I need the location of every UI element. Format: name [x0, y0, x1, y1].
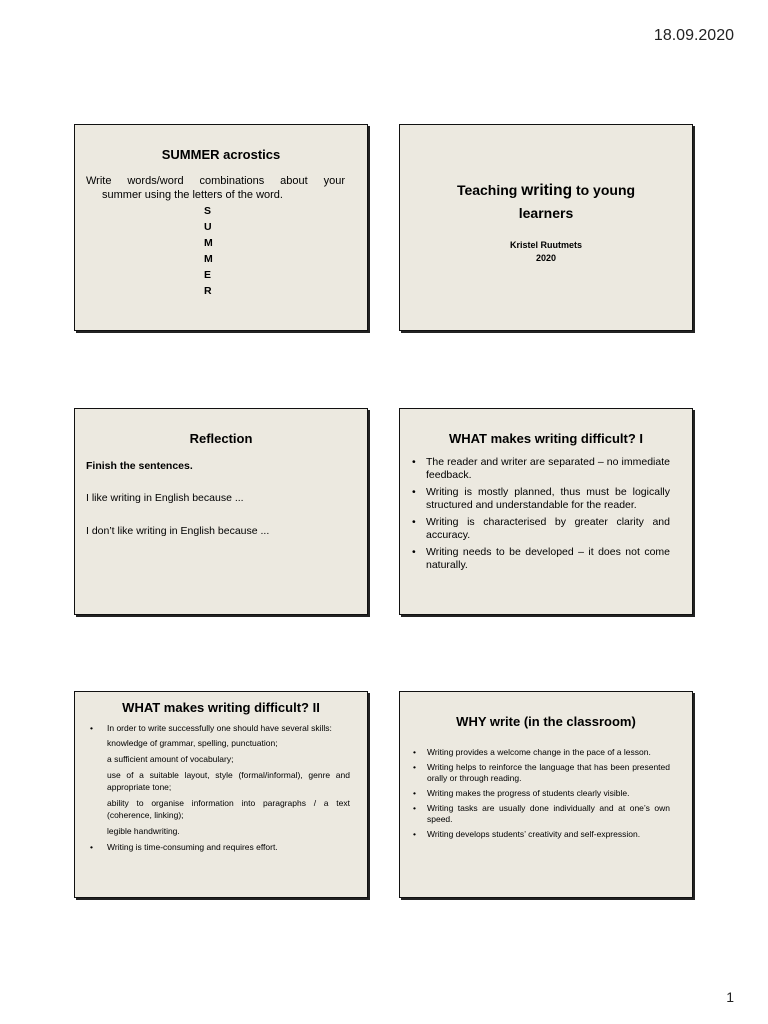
acrostic-letter: M: [204, 237, 213, 249]
slide-what-makes-writing-difficult-2: [74, 691, 368, 898]
bullet-list: [107, 722, 350, 853]
slide-title: SUMMER acrostics: [161, 147, 281, 162]
bullet-text: • In order to write successfully one should have several skills:: [107, 723, 332, 733]
slide-why-write: [399, 691, 693, 898]
acrostic-letter: M: [204, 253, 213, 265]
presentation-title: [400, 179, 692, 224]
slide-sentence: I don’t like writing in English because ...: [86, 525, 270, 537]
bullet-item: • Writing provides a welcome change in the pace of a lesson.: [427, 747, 670, 758]
slide-text-line2: summer using the letters of the word.: [102, 189, 283, 201]
bullet-item: • Writing makes the progress of students clearly visible.: [427, 788, 670, 799]
slide-sentence: I like writing in English because ...: [86, 492, 244, 504]
title-emphasis: writing: [521, 182, 573, 199]
slide-text-line1: Write words/word combinations about your: [86, 175, 345, 187]
title-part: Teaching: [456, 182, 522, 198]
title-part: to young: [572, 182, 636, 198]
slide-title: WHAT makes writing difficult? II: [122, 700, 320, 715]
slide-title-teaching-writing: [399, 124, 693, 331]
bullet-item: • Writing is mostly planned, thus must be logically structured and understandable for the reader.: [426, 486, 670, 512]
author-year: 2020: [535, 253, 557, 263]
slide-reflection: [74, 408, 368, 615]
skill-item: ability to organise information into paragraphs / a text (coherence, linking);: [107, 798, 350, 820]
skill-list: [107, 737, 350, 837]
author-name: Kristel Ruutmets: [509, 240, 582, 250]
bullet-item: [107, 722, 350, 837]
bullet-list: [426, 456, 670, 572]
slide-title: Reflection: [189, 431, 253, 446]
bullet-list: [427, 747, 670, 840]
acrostic-letter: U: [204, 221, 212, 233]
slide-what-makes-writing-difficult-1: [399, 408, 693, 615]
bullet-item: • Writing develops students’ creativity and self-expression.: [427, 829, 670, 840]
skill-item: a sufficient amount of vocabulary;: [107, 754, 234, 764]
bullet-item: • Writing is time-consuming and requires effort.: [107, 841, 350, 853]
bullet-item: • Writing is characterised by greater clarity and accuracy.: [426, 516, 670, 542]
acrostic-letter: E: [204, 269, 212, 281]
page-date: 18.09.2020: [653, 27, 734, 44]
bullet-item: • Writing tasks are usually done individually and at one’s own speed.: [427, 803, 670, 825]
skill-item: use of a suitable layout, style (formal/informal), genre and appropriate tone;: [107, 770, 350, 792]
bullet-item: • Writing helps to reinforce the language that has been presented orally or through reading.: [427, 762, 670, 784]
slide-summer-acrostics: [74, 124, 368, 331]
acrostic-letters: [75, 205, 367, 301]
bullet-item: • Writing needs to be developed – it does not come naturally.: [426, 546, 670, 572]
author-block: [400, 239, 692, 265]
acrostic-letter: S: [204, 205, 212, 217]
acrostic-letter: R: [204, 285, 212, 297]
slide-instruction: Finish the sentences.: [86, 460, 193, 472]
slide-title: WHY write (in the classroom): [456, 714, 636, 729]
skill-item: knowledge of grammar, spelling, punctuation;: [107, 738, 278, 748]
title-line2: learners: [518, 205, 574, 221]
slide-title: WHAT makes writing difficult? I: [448, 431, 644, 446]
page-number: 1: [726, 989, 734, 1005]
bullet-item: • The reader and writer are separated – no immediate feedback.: [426, 456, 670, 482]
skill-item: legible handwriting.: [107, 826, 180, 836]
